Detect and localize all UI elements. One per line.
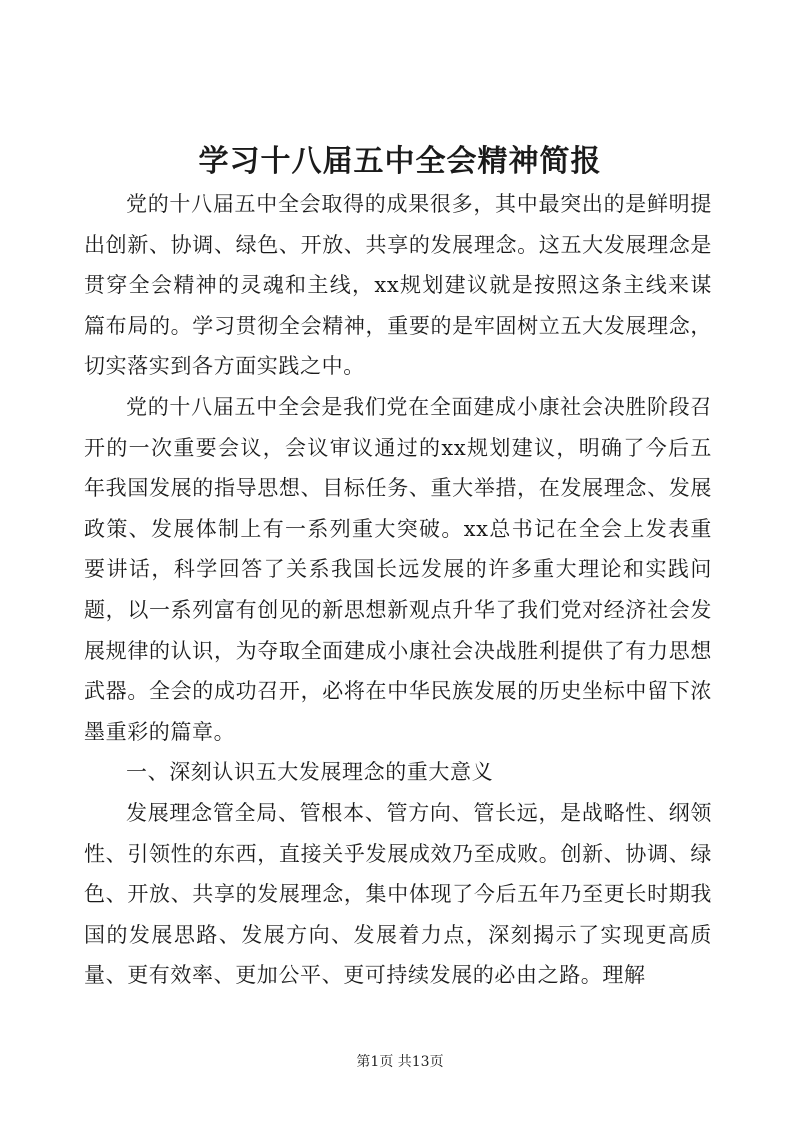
paragraph-2: 党的十八届五中全会是我们党在全面建成小康社会决胜阶段召开的一次重要会议，会议审议通过的xx规划建议，明确了今后五年我国发展的指导思想、目标任务、重大举措，在发展理念、发展政策、发展体制上有一系列重大突破。xx总书记在全会上发表重要讲话，科学回答了关系我国长远发展的许多重大理论和实践问题，以一系列富有创见的新思想新观点升华了我们党对经济社会发展规律的认识，为夺取全面建成小康社会决战胜利提供了有力思想武器。全会的成功召开，必将在中华民族发展的历史坐标中留下浓墨重彩的篇章。	[84, 394, 712, 744]
paragraph-1: 党的十八届五中全会取得的成果很多，其中最突出的是鲜明提出创新、协调、绿色、开放、共享的发展理念。这五大发展理念是贯穿全会精神的灵魂和主线，xx规划建议就是按照这条主线来谋篇布局的。学习贯彻全会精神，重要的是牢固树立五大发展理念，切实落实到各方面实践之中。	[84, 192, 712, 379]
document-title: 学习十八届五中全会精神简报	[198, 144, 602, 179]
document-body	[84, 184, 712, 996]
section-heading-1: 一、深刻认识五大发展理念的重大意义	[126, 760, 494, 785]
page-number-footer: 第1页 共13页	[356, 1054, 444, 1070]
paragraph-3: 发展理念管全局、管根本、管方向、管长远，是战略性、纲领性、引领性的东西，直接关乎发展成效乃至成败。创新、协调、绿色、开放、共享的发展理念，集中体现了今后五年乃至更长时期我国的发展思路、发展方向、发展着力点，深刻揭示了实现更高质量、更有效率、更加公平、更可持续发展的必由之路。理解	[84, 800, 712, 988]
